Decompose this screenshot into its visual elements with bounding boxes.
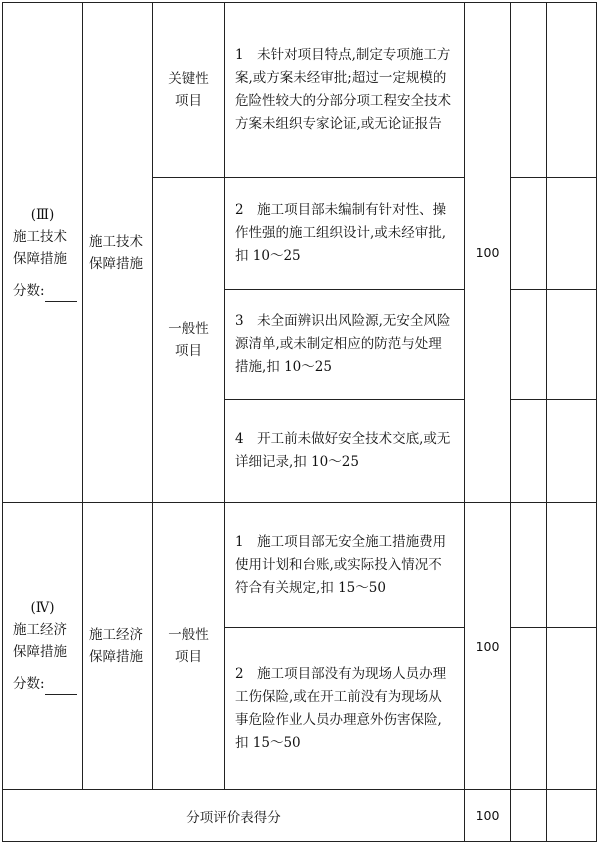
subcategory-4a: 施工经济 bbox=[89, 627, 143, 643]
general-item-label-4 bbox=[153, 503, 225, 790]
blank-cell bbox=[511, 178, 547, 290]
blank-cell bbox=[511, 503, 547, 628]
general-item-line2: 项目 bbox=[175, 343, 202, 359]
subcategory-cell-4 bbox=[83, 503, 153, 790]
key-item-label bbox=[153, 3, 225, 178]
general-item-label-3 bbox=[153, 178, 225, 503]
subtotal-label: 分项评价表得分 bbox=[3, 790, 465, 842]
criterion-3-2: 2 施工项目部未编制有针对性、操作性强的施工组织设计,或未经审批,扣 10～25 bbox=[225, 178, 465, 290]
general-item-line1: 一般性 bbox=[168, 321, 209, 337]
score-blank-line-4 bbox=[45, 680, 77, 695]
score-blank-line-3 bbox=[45, 287, 77, 302]
subcategory-4b: 保障措施 bbox=[89, 649, 143, 665]
category-title-3b: 保障措施 bbox=[13, 250, 67, 267]
criterion-4-2: 2 施工项目部没有为现场人员办理工伤保险,或在开工前没有为现场从事危险作业人员办理意外伤害保险,扣 15～50 bbox=[225, 628, 465, 790]
key-item-line2: 项目 bbox=[175, 93, 202, 109]
blank-cell bbox=[547, 628, 597, 790]
evaluation-table bbox=[2, 2, 597, 842]
subtotal-score: 100 bbox=[465, 790, 511, 842]
subcategory-cell-3 bbox=[83, 3, 153, 503]
category-roman-3: (Ⅲ) bbox=[30, 206, 55, 223]
blank-cell bbox=[547, 178, 597, 290]
blank-cell bbox=[547, 400, 597, 503]
key-item-line1: 关键性 bbox=[168, 71, 209, 87]
blank-cell bbox=[547, 503, 597, 628]
score-label-4: 分数: bbox=[13, 676, 45, 692]
category-title-4a: 施工经济 bbox=[13, 622, 67, 638]
criterion-3-1: 1 未针对项目特点,制定专项施工方案,或方案未经审批;超过一定规模的危险性较大的分部分项工程安全技术方案未组织专家论证,或无论证报告 bbox=[225, 3, 465, 178]
blank-cell bbox=[511, 290, 547, 400]
criterion-3-3: 3 未全面辨识出风险源,无安全风险源清单,或未制定相应的防范与处理措施,扣 10～25 bbox=[225, 290, 465, 400]
subcategory-3b: 保障措施 bbox=[89, 255, 143, 272]
category-score-4 bbox=[3, 673, 82, 695]
blank-cell bbox=[511, 790, 547, 842]
criterion-3-4: 4 开工前未做好安全技术交底,或无详细记录,扣 10～25 bbox=[225, 400, 465, 503]
blank-cell bbox=[511, 628, 547, 790]
general-item-line2: 项目 bbox=[175, 649, 202, 665]
blank-cell bbox=[511, 3, 547, 178]
category-score-3 bbox=[3, 280, 82, 302]
blank-cell bbox=[547, 290, 597, 400]
full-score-4: 100 bbox=[465, 503, 511, 790]
category-title-4b: 保障措施 bbox=[13, 644, 67, 660]
category-cell-4 bbox=[3, 503, 83, 790]
subcategory-3a: 施工技术 bbox=[89, 233, 143, 250]
category-title-3a: 施工技术 bbox=[13, 228, 67, 245]
score-label-3: 分数: bbox=[13, 282, 45, 299]
general-item-line1: 一般性 bbox=[168, 627, 209, 643]
full-score-3: 100 bbox=[465, 3, 511, 503]
blank-cell bbox=[547, 790, 597, 842]
category-roman-4: (Ⅳ) bbox=[30, 600, 55, 616]
category-cell-3 bbox=[3, 3, 83, 503]
criterion-4-1: 1 施工项目部无安全施工措施费用使用计划和台账,或实际投入情况不符合有关规定,扣 15～50 bbox=[225, 503, 465, 628]
blank-cell bbox=[547, 3, 597, 178]
blank-cell bbox=[511, 400, 547, 503]
